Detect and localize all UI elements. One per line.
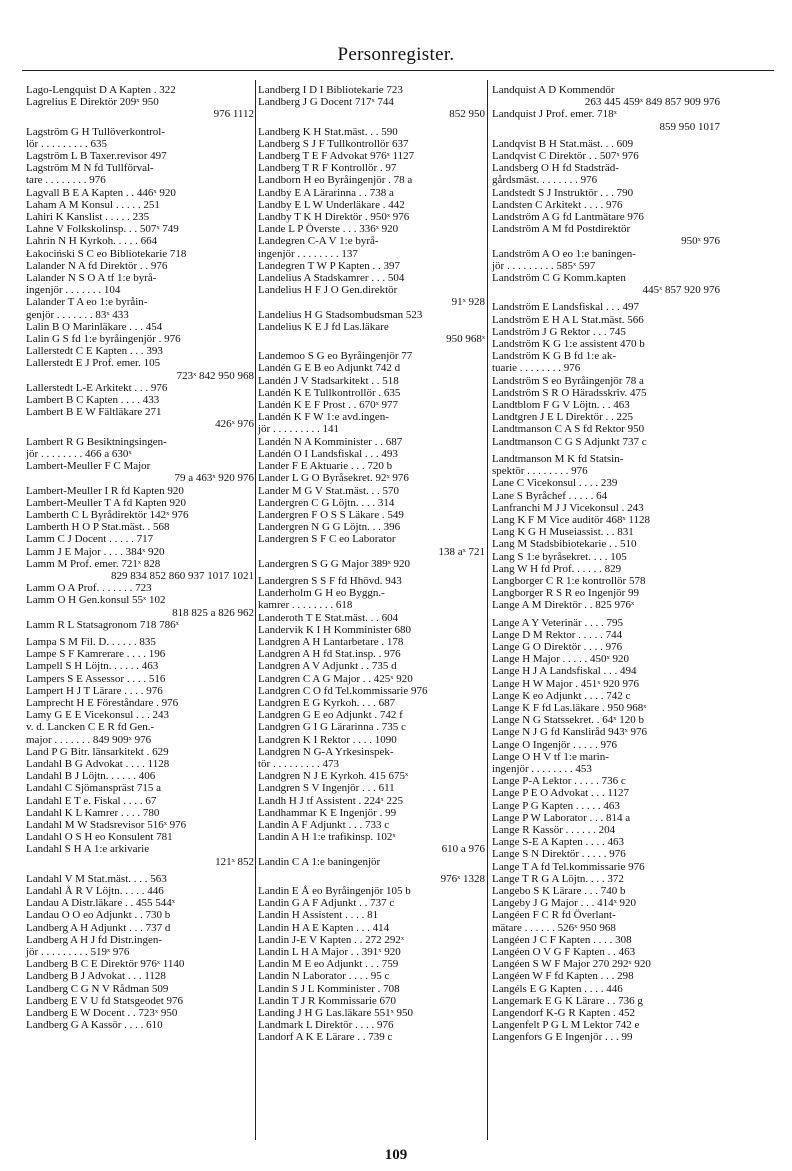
register-entry: Landgren A H fd Stat.insp. . 976 [258, 648, 401, 661]
register-entry: Land P G Bitr. länsarkitekt . 629 [26, 745, 169, 758]
register-entry: Landgren A V Adjunkt . . 735 d [258, 660, 397, 673]
register-entry: Landén K F W 1:e avd.ingen- [258, 411, 389, 424]
register-entry: Landergren S G G Major 389ˣ 920 [258, 557, 411, 570]
register-entry: Lange G O Direktör . . . . 976 [492, 640, 623, 653]
register-entry: Lampa S M Fil. D. . . . . . 835 [26, 635, 156, 648]
register-entry: Landin A H 1:e trafikinsp. 102ˣ [258, 831, 396, 844]
register-entry: Langéls E G Kapten . . . . 446 [492, 982, 623, 995]
register-entry: Lamm C J Docent . . . . . 717 [26, 533, 154, 546]
register-entry: Landin J-E V Kapten . . 272 292ˣ [258, 933, 405, 946]
register-entry: 976ˣ 1328 [440, 872, 485, 885]
register-entry: Landhammar K E Ingenjör . 99 [258, 806, 397, 819]
register-entry: Lange H J A Landsfiskal . . . 494 [492, 665, 637, 678]
register-entry: Lalin G S fd 1:e byråingenjör . 976 [26, 333, 181, 346]
register-entry: Landergren F O S S Läkare . 549 [258, 508, 404, 521]
register-entry: major . . . . . . . 849 909ˣ 976 [26, 733, 152, 746]
register-entry: Landquist A D Kommendör [492, 84, 615, 96]
register-entry: Landeroth T E Stat.mäst. . . 604 [258, 611, 399, 624]
register-entry: Lalin B O Marinläkare . . . 454 [26, 320, 163, 333]
register-entry: Lang W H fd Prof. . . . . . 829 [492, 562, 622, 575]
register-entry: Landström A M fd Postdirektör [492, 223, 631, 236]
register-entry: Landemoo S G eo Byråingenjör 77 [258, 350, 413, 363]
register-entry: Landergren S S F fd Hhövd. 943 [258, 574, 402, 587]
register-entry: Landberg I D I Bibliotekarie 723 [258, 84, 403, 96]
register-entry: Lampell S H Löjtn. . . . . . 463 [26, 660, 159, 673]
register-entry: Lagström L B Taxer.revisor 497 [26, 150, 167, 163]
register-entry: Landelius K E J fd Las.läkare [258, 320, 389, 333]
register-entry: Landby T K H Direktör . 950ˣ 976 [258, 211, 410, 224]
register-entry: Landerholm G H eo Byggn.- [258, 587, 385, 600]
register-entry: Landgren E G Kyrkoh. . . . 687 [258, 696, 396, 709]
register-entry: Landquist J Prof. emer. 718ˣ [492, 108, 617, 121]
register-entry: 818 825 a 826 962 [172, 606, 254, 619]
register-entry: 426ˣ 976 [215, 418, 254, 431]
register-entry: Langéen O V G F Kapten . . 463 [492, 946, 636, 959]
register-entry: jör . . . . . . . . . 585ˣ 597 [492, 259, 596, 272]
register-entry: Landh H J tf Assistent . 224ˣ 225 [258, 794, 403, 807]
register-entry: Lane C Vicekonsul . . . . 239 [492, 477, 618, 490]
register-entry: Landberg T R F Kontrollör . 97 [258, 162, 397, 175]
register-entry: Landergren N G G Löjtn. . . 396 [258, 521, 401, 534]
register-entry: Landelius H F J O Gen.direktör [258, 284, 398, 297]
register-entry: Lange N J G fd Kansliråd 943ˣ 976 [492, 726, 648, 739]
register-entry: Landelius A Stadskamrer . . . 504 [258, 272, 405, 285]
register-entry: Landahl O S H eo Konsulent 781 [26, 831, 173, 844]
register-entry: Lang M Stadsbibiotekarie . . 510 [492, 538, 637, 551]
register-entry: Lange P G Kapten . . . . . 463 [492, 799, 620, 812]
register-entry: Landervik K I H Komminister 680 [258, 623, 412, 636]
register-entry: Lamm J E Major . . . . 384ˣ 920 [26, 545, 165, 558]
register-entry: Lamm O A Prof. . . . . . . 723 [26, 582, 152, 595]
register-entry: Landau O O eo Adjunkt . . 730 b [26, 909, 171, 922]
register-entry: Lange P E O Advokat . . . 1127 [492, 787, 629, 800]
register-entry: Landberg C G N V Rådman 509 [26, 982, 169, 995]
register-entry: Lambert R G Besiktningsingen- [26, 435, 167, 448]
register-entry: Lange D M Rektor . . . . . 744 [492, 628, 623, 641]
register-entry: Lang K F M Vice auditör 468ˣ 1128 [492, 513, 651, 526]
register-entry: Laham A M Konsul . . . . . 251 [26, 198, 160, 211]
register-entry: 723ˣ 842 950 968 [176, 369, 254, 382]
register-entry: Landtmanson M K fd Statsin- [492, 452, 624, 465]
register-entry: Lampert H J T Lärare . . . . 976 [26, 684, 163, 697]
register-entry: ingenjör . . . . . . . 104 [26, 284, 121, 297]
register-entry: Langéen S W F Major 270 292ˣ 920 [492, 958, 651, 971]
register-entry: Landin C A 1:e baningenjör [258, 855, 381, 868]
register-entry: Landgren S V Ingenjör . . . 611 [258, 782, 395, 795]
register-entry: Lang S 1:e byråsekret. . . . 105 [492, 550, 627, 563]
register-entry: Landén O I Landsfiskal . . . 493 [258, 447, 398, 460]
register-entry: ingenjör . . . . . . . . 137 [258, 247, 358, 260]
register-entry: 138 aˣ 721 [438, 545, 485, 558]
register-entry: Lampers S E Assessor . . . . 516 [26, 672, 166, 685]
register-entry: Lalander N A fd Direktör . . 976 [26, 259, 168, 272]
register-entry: Landmark L Direktör . . . . 976 [258, 1019, 394, 1032]
register-entry: 976 1112 [213, 108, 254, 121]
register-entry: Landgren G I G Lärarinna . 735 c [258, 721, 406, 734]
register-entry: kamrer . . . . . . . . 618 [258, 599, 353, 612]
register-entry: Lander M G V Stat.mäst. . . 570 [258, 484, 400, 497]
register-entry: Landahl V M Stat.mäst. . . . 563 [26, 872, 167, 885]
register-entry: Landström E H A L Stat.mäst. 566 [492, 313, 644, 326]
register-entry: jör . . . . . . . . . 519ˣ 976 [26, 946, 130, 959]
page-title: Personregister. [337, 44, 455, 65]
register-entry: Lampe S F Kamrerare . . . . 196 [26, 648, 166, 661]
register-entry: Lange T A fd Tel.kommissarie 976 [492, 860, 645, 873]
register-entry: Landén K E F Prost . . 670ˣ 977 [258, 399, 399, 412]
register-entry: Lambert-Meuller I R fd Kapten 920 [26, 484, 184, 497]
register-entry: Langéen W F fd Kapten . . . 298 [492, 970, 634, 983]
register-entry: Landgren C O fd Tel.kommissarie 976 [258, 684, 428, 697]
register-entry: Langemark E G K Lärare . . 736 g [492, 994, 643, 1007]
register-entry: Landtgren J E L Direktör . . 225 [492, 411, 634, 424]
register-entry: Lambert-Meuller T A fd Kapten 920 [26, 496, 186, 509]
register-entry: Landberg E W Docent . . 723ˣ 950 [26, 1007, 178, 1020]
register-entry: Lambert-Meuller F C Major [26, 460, 151, 473]
register-entry: Lagvall B E A Kapten . . 446ˣ 920 [26, 186, 176, 199]
register-entry: tare . . . . . . . . 976 [26, 174, 106, 187]
register-entry: 950 968ˣ [446, 333, 485, 346]
register-entry: Landin A F Adjunkt . . . 733 c [258, 818, 390, 831]
column-divider [255, 80, 256, 1140]
register-entry: Landberg E V U fd Statsgeodet 976 [26, 994, 184, 1007]
register-entry: 859 950 1017 [659, 120, 720, 133]
register-entry: Landqvist C Direktör . . 507ˣ 976 [492, 150, 639, 163]
register-entry: 610 a 976 [441, 843, 485, 856]
register-entry: Landahl B J Löjtn. . . . . . 406 [26, 770, 156, 783]
register-entry: Landsten C Arkitekt . . . . 976 [492, 198, 623, 211]
register-entry: Lahrin N H Kyrkoh. . . . . 664 [26, 235, 158, 248]
register-entry: Landin H Assistent . . . . 81 [258, 909, 379, 922]
register-entry: Lange H Major . . . . . 450ˣ 920 [492, 653, 629, 666]
register-entry: 852 950 [449, 108, 485, 121]
page-number: 109 [384, 1147, 408, 1163]
register-entry: Landsberg O H fd Stadsträd- [492, 162, 619, 175]
register-entry: 121ˣ 852 [215, 855, 254, 868]
register-entry: Landergren C G Löjtn. . . . 314 [258, 496, 395, 509]
register-entry: Landberg S J F Tullkontrollör 637 [258, 137, 409, 150]
register-entry: Landahl S H A 1:e arkivarie [26, 843, 150, 856]
register-entry: Landström A O eo 1:e baningen- [492, 247, 636, 260]
register-entry: Lange P-A Lektor . . . . . 736 c [492, 775, 626, 788]
register-entry: Lallerstedt L-E Arkitekt . . . 976 [26, 381, 168, 394]
register-entry: Landstedt S J Instruktör . . . 790 [492, 186, 634, 199]
register-entry: Landahl C Sjömanspräst 715 a [26, 782, 162, 795]
register-entry: Lane S Byråchef . . . . . 64 [492, 489, 608, 502]
register-entry: Lamberth C L Byrådirektör 142ˣ 976 [26, 508, 189, 521]
register-entry: 950ˣ 976 [681, 235, 720, 248]
register-entry: Landegren T W P Kapten . . 397 [258, 259, 401, 272]
register-entry: Lang K G H Museiassist. . . 831 [492, 526, 634, 539]
register-entry: Landgren G E eo Adjunkt . 742 f [258, 709, 403, 722]
register-entry: ingenjör . . . . . . . . 453 [492, 762, 592, 775]
register-entry: Lamprecht H E Föreståndare . 976 [26, 696, 179, 709]
register-entry: Landtblom F G V Löjtn. . . 463 [492, 399, 630, 412]
register-entry: Landin G A F Adjunkt . . 737 c [258, 897, 395, 910]
register-entry: Landström K G B fd 1:e ak- [492, 350, 617, 363]
register-entry: Lange S-E A Kapten . . . . 463 [492, 836, 624, 849]
register-entry: Landén N A Komminister . . 687 [258, 435, 403, 448]
register-entry: Landberg K H Stat.mäst. . . 590 [258, 125, 398, 138]
register-entry: Landby E A Lärarinna . . 738 a [258, 186, 394, 199]
register-entry: Langborger C R 1:e kontrollör 578 [492, 574, 646, 587]
register-entry: Lamberth H O P Stat.mäst. . 568 [26, 521, 170, 534]
register-entry: Landberg A H J fd Distr.ingen- [26, 933, 163, 946]
register-entry: Landby E L W Underläkare . 442 [258, 198, 405, 211]
register-entry: Lamm O H Gen.konsul 55ˣ 102 [26, 594, 166, 607]
register-entry: Lambert B C Kapten . . . . 433 [26, 394, 160, 407]
register-entry: lör . . . . . . . . . 635 [26, 137, 107, 150]
register-entry: v. d. Lancken C E R fd Gen.- [26, 721, 155, 734]
register-entry: Landin H A E Kapten . . . 414 [258, 921, 390, 934]
register-entry: Landström C G Komm.kapten [492, 272, 626, 285]
register-entry: Langeby J G Major . . . 414ˣ 920 [492, 897, 637, 910]
register-entry: Landqvist B H Stat.mäst. . . 609 [492, 137, 634, 150]
register-entry: Landelius H G Stadsombudsman 523 [258, 308, 423, 321]
register-entry: genjör . . . . . . . 83ˣ 433 [26, 308, 129, 321]
register-entry: Lago-Lengquist D A Kapten . 322 [26, 84, 176, 96]
register-entry: Landström A G fd Lantmätare 976 [492, 211, 644, 224]
register-entry: Langborger R S R eo Ingenjör 99 [492, 587, 640, 600]
register-entry: Landberg T E F Advokat 976ˣ 1127 [258, 150, 415, 163]
register-entry: Lange O Ingenjör . . . . . 976 [492, 738, 617, 751]
register-entry: Lange N G Statssekret. . 64ˣ 120 b [492, 714, 644, 727]
register-entry: Landén G E B eo Adjunkt 742 d [258, 362, 401, 375]
register-entry: Lange K F fd Las.läkare . 950 968ˣ [492, 701, 647, 714]
register-entry: Landström E Landsfiskal . . . 497 [492, 301, 639, 314]
register-entry: Landén K E Tullkontrollör . 635 [258, 386, 401, 399]
register-entry: Landberg J G Docent 717ˣ 744 [258, 96, 394, 109]
header-rule [22, 70, 774, 71]
register-entry: Langendorf K-G R Kapten . 452 [492, 1007, 635, 1020]
register-entry: Lamy G E E Vicekonsul . . . 243 [26, 709, 170, 722]
register-entry: tuarie . . . . . . . . 976 [492, 362, 581, 375]
register-entry: Landtmanson C G S Adjunkt 737 c [492, 435, 647, 448]
register-entry: Lander L G O Byråsekret. 92ˣ 976 [258, 472, 409, 485]
register-entry: tör . . . . . . . . . 473 [258, 757, 339, 770]
register-entry: Landin M E eo Adjunkt . . . 759 [258, 958, 399, 971]
register-entry: Lamm R L Statsagronom 718 786ˣ [26, 618, 179, 631]
register-entry: 91ˣ 928 [451, 296, 485, 309]
register-entry: 829 834 852 860 937 1017 1021 [111, 569, 254, 582]
register-entry: Landegren C-A V 1:e byrå- [258, 235, 379, 248]
column-divider [487, 80, 488, 1140]
register-entry: Langéen F C R fd Överlant- [492, 909, 616, 922]
register-entry: Landin S J L Komminister . 708 [258, 982, 400, 995]
register-entry: Lagström M N fd Tullförval- [26, 162, 154, 175]
register-entry: Landgren A H Lantarbetare . 178 [258, 635, 404, 648]
register-entry: Landergren S F C eo Laborator [258, 533, 396, 546]
register-entry: Landin T J R Kommissarie 670 [258, 994, 397, 1007]
register-entry: Lagström G H Tullöverkontrol- [26, 125, 166, 138]
register-entry: Lalander T A eo 1:e byråin- [26, 296, 148, 309]
register-column-3 [492, 84, 720, 1140]
register-entry: Langéen J C F Kapten . . . . 308 [492, 933, 632, 946]
register-entry: Landin N Laborator . . . . 95 c [258, 970, 390, 983]
register-entry: 79 a 463ˣ 920 976 [174, 472, 254, 485]
register-entry: Langebo S K Lärare . . . 740 b [492, 885, 626, 897]
register-entry: Lahne V Folkskolinsp. . . 507ˣ 749 [26, 223, 179, 236]
register-entry: gårdsmäst. . . . . . . . 976 [492, 174, 598, 187]
register-entry: Lange A M Direktör . . 825 976ˣ [492, 599, 635, 612]
register-entry: Landberg B J Advokat . . . 1128 [26, 970, 166, 983]
register-entry: Lande L P Överste . . . 336ˣ 920 [258, 223, 399, 236]
register-entry: Landau A Distr.läkare . . 455 544ˣ [26, 897, 175, 910]
register-entry: Landgren K I Rektor . . . . 1090 [258, 733, 397, 746]
register-entry: Lange S N Direktör . . . . . 976 [492, 848, 626, 861]
register-entry: Landström S R O Häradsskriv. 475 [492, 386, 647, 399]
register-entry: Lander F E Aktuarie . . . 720 b [258, 460, 393, 473]
register-entry: Landgren N J E Kyrkoh. 415 675ˣ [258, 770, 409, 783]
register-entry: Lambert B E W Fältläkare 271 [26, 406, 162, 419]
register-entry: Landtmanson C A S fd Rektor 950 [492, 423, 645, 436]
register-entry: jör . . . . . . . . 466 a 630ˣ [26, 447, 132, 460]
register-entry: Lange P W Laborator . . . 814 a [492, 811, 631, 824]
register-entry: Landin L H A Major . . 391ˣ 920 [258, 946, 401, 959]
register-entry: Landahl E T e. Fiskal . . . . 67 [26, 794, 157, 807]
register-entry: Landahl K L Kamrer . . . . 780 [26, 806, 160, 819]
register-entry: Landahl Å R V Löjtn. . . . . 446 [26, 885, 164, 897]
register-entry: Landström K G 1:e assistent 470 b [492, 338, 645, 351]
register-entry: jör . . . . . . . . . 141 [258, 423, 339, 436]
register-entry: Landborn H eo Byråingenjör . 78 a [258, 174, 413, 187]
register-entry: Landahl B G Advokat . . . . 1128 [26, 757, 170, 770]
register-entry: Lahiri K Kanslist . . . . . 235 [26, 211, 150, 224]
register-entry: Landström S eo Byråingenjör 78 a [492, 374, 644, 387]
register-entry: Lanfranchi M J J Vicekonsul . 243 [492, 501, 644, 514]
register-entry: Landgren N G-A Yrkesinspek- [258, 745, 394, 758]
register-entry: mätare . . . . . . 526ˣ 950 968 [492, 921, 616, 934]
register-entry: Lange K eo Adjunkt . . . . 742 c [492, 689, 631, 702]
register-entry: Lange O H V tf 1:e marin- [492, 750, 609, 763]
register-entry: Landberg B C E Direktör 976ˣ 1140 [26, 958, 185, 971]
register-entry: Langenfors G E Ingenjör . . . 99 [492, 1031, 633, 1044]
register-entry: Lagrelius E Direktör 209ˣ 950 [26, 96, 159, 109]
register-entry: Lamm M Prof. emer. 721ˣ 828 [26, 557, 161, 570]
register-entry: spektör . . . . . . . . 976 [492, 465, 588, 478]
register-entry: Landahl M W Stadsrevisor 516ˣ 976 [26, 818, 187, 831]
register-entry: Landström J G Rektor . . . 745 [492, 325, 626, 338]
register-entry: Łakociński S C eo Bibliotekarie 718 [26, 247, 187, 260]
register-entry: Landin E Å eo Byråingenjör 105 b [258, 885, 411, 897]
register-entry: Lalander N S O A tf 1:e byrå- [26, 272, 157, 285]
register-entry: Lange T R G A Löjtn. . . . 372 [492, 872, 624, 885]
register-entry: Lange R Kassör . . . . . . 204 [492, 823, 616, 836]
register-entry: Landorf A K E Lärare . . 739 c [258, 1031, 393, 1044]
register-entry: Lallerstedt C E Kapten . . . 393 [26, 345, 163, 358]
register-entry: Landgren C A G Major . . 425ˣ 920 [258, 672, 413, 685]
register-entry: 445ˣ 857 920 976 [642, 284, 720, 297]
register-entry: Langenfelt P G L M Lektor 742 e [492, 1019, 640, 1032]
register-entry: Landén J V Stadsarkitekt . . 518 [258, 374, 399, 387]
register-entry: Lange H W Major . 451ˣ 920 976 [492, 677, 639, 690]
register-entry: 263 445 459ˣ 849 857 909 976 [584, 96, 720, 109]
register-column-2 [258, 84, 485, 1140]
register-entry: Lallerstedt E J Prof. emer. 105 [26, 357, 161, 370]
register-entry: Landberg G A Kassör . . . . 610 [26, 1019, 163, 1032]
register-entry: Lange A Y Veterinär . . . . 795 [492, 616, 623, 629]
register-column-1 [26, 84, 254, 1140]
register-entry: Landing J H G Las.läkare 551ˣ 950 [258, 1007, 414, 1020]
register-entry: Landberg A H Adjunkt . . . 737 d [26, 921, 171, 934]
